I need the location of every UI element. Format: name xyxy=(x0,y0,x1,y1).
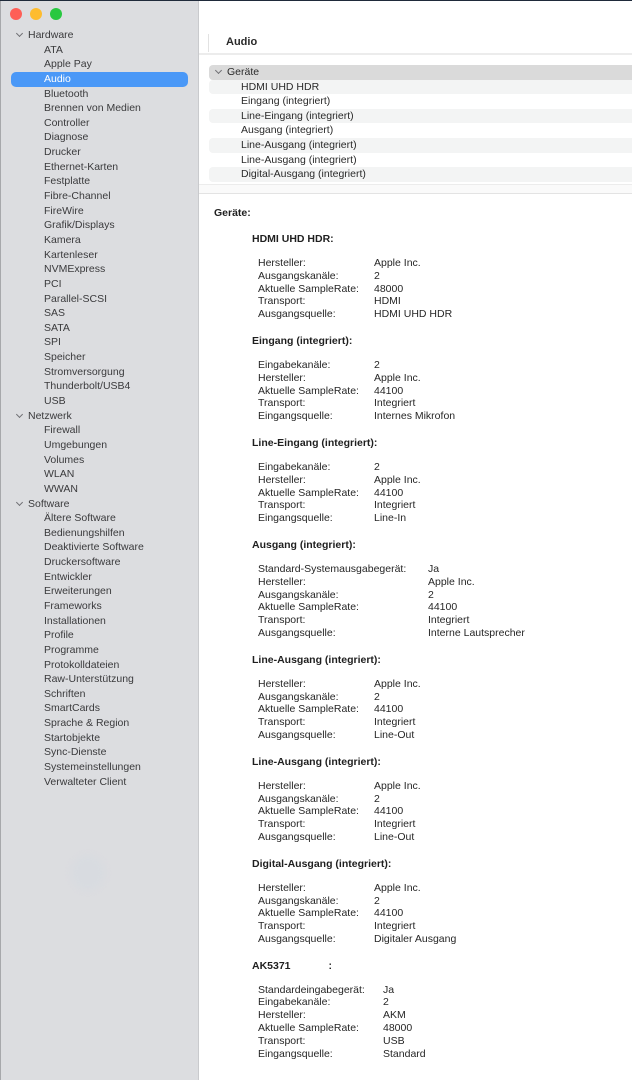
property-key: Ausgangsquelle: xyxy=(258,830,336,843)
device-name-text: Eingang (integriert): xyxy=(252,334,353,347)
device-name xyxy=(252,436,632,450)
device-detail-section xyxy=(252,334,632,423)
property-row xyxy=(258,996,632,1009)
property-value: 2 xyxy=(428,588,434,601)
property-key: Aktuelle SampleRate: xyxy=(258,805,359,818)
sidebar-item[interactable]: Volumes xyxy=(44,453,85,466)
property-key: Transport: xyxy=(258,1034,306,1047)
chevron-down-icon[interactable] xyxy=(214,67,224,77)
device-list-item[interactable]: Ausgang (integriert) xyxy=(241,124,334,137)
sidebar-item[interactable]: Schriften xyxy=(44,687,86,700)
property-row xyxy=(258,295,632,308)
property-row xyxy=(258,397,632,410)
property-key: Transport: xyxy=(258,920,306,933)
property-key: Ausgangsquelle: xyxy=(258,626,336,639)
property-value: USB xyxy=(383,1034,405,1047)
sidebar-item[interactable]: SATA xyxy=(44,321,70,334)
property-value: AKM xyxy=(383,1009,406,1022)
sidebar-item[interactable]: Parallel-SCSI xyxy=(44,292,108,305)
sidebar-tree xyxy=(1,28,199,789)
property-row xyxy=(258,1009,632,1022)
property-value: Integriert xyxy=(374,818,416,831)
device-list-item[interactable]: Line-Ausgang (integriert) xyxy=(241,153,357,166)
sidebar-item[interactable]: Protokolldateien xyxy=(44,658,120,671)
property-value: HDMI UHD HDR xyxy=(374,308,453,321)
device-name-text: Ausgang (integriert): xyxy=(252,538,356,551)
property-key: Aktuelle SampleRate: xyxy=(258,282,359,295)
property-value: Apple Inc. xyxy=(374,473,421,486)
page-title: Audio xyxy=(226,36,258,48)
device-detail-section xyxy=(252,232,632,321)
property-value: 2 xyxy=(374,269,380,282)
property-key: Ausgangsquelle: xyxy=(258,308,336,321)
device-list-item[interactable]: Eingang (integriert) xyxy=(241,95,331,108)
property-key: Eingangsquelle: xyxy=(258,410,333,423)
property-value: 44100 xyxy=(374,486,404,499)
sidebar-item[interactable]: Grafik/Displays xyxy=(44,219,115,232)
sidebar-item[interactable]: Thunderbolt/USB4 xyxy=(44,380,131,393)
property-key: Ausgangsquelle: xyxy=(258,932,336,945)
property-key: Ausgangskanäle: xyxy=(258,792,339,805)
property-row xyxy=(258,895,632,908)
property-row xyxy=(258,678,632,691)
property-value: 44100 xyxy=(374,805,404,818)
property-value: Line-Out xyxy=(374,728,415,741)
sidebar-item[interactable]: Apple Pay xyxy=(44,58,92,71)
sidebar-item[interactable]: ATA xyxy=(44,43,63,56)
device-name-text: Digital-Ausgang (integriert): xyxy=(252,857,392,870)
chevron-down-icon[interactable] xyxy=(15,30,25,40)
property-value: Apple Inc. xyxy=(374,779,421,792)
sidebar-group-netzwerk[interactable] xyxy=(1,409,199,424)
property-key: Ausgangskanäle: xyxy=(258,588,339,601)
sidebar-item[interactable]: Audio xyxy=(11,72,188,87)
property-value: Apple Inc. xyxy=(374,881,421,894)
property-value: Apple Inc. xyxy=(374,677,421,690)
device-group-label: Geräte xyxy=(227,66,260,78)
property-key: Eingangsquelle: xyxy=(258,512,333,525)
property-value: 48000 xyxy=(374,282,404,295)
property-row xyxy=(258,984,632,997)
sidebar-group-label: Netzwerk xyxy=(28,409,72,422)
property-key: Standard-Systemausgabegerät: xyxy=(258,562,407,575)
property-row xyxy=(258,614,632,627)
property-row xyxy=(258,308,632,321)
split-divider[interactable] xyxy=(199,184,632,194)
sidebar-item[interactable]: Firewall xyxy=(44,424,81,437)
device-properties xyxy=(258,461,632,525)
property-value: Apple Inc. xyxy=(374,371,421,384)
property-key: Aktuelle SampleRate: xyxy=(258,486,359,499)
content-header xyxy=(199,0,632,55)
sidebar-item[interactable]: Verwalteter Client xyxy=(44,775,127,788)
sidebar-item[interactable]: Bluetooth xyxy=(44,87,89,100)
property-value: Apple Inc. xyxy=(374,257,421,269)
property-row xyxy=(258,576,632,589)
sidebar-item[interactable]: Drucker xyxy=(44,146,81,159)
sidebar-item[interactable]: Controller xyxy=(44,116,90,129)
sidebar-item[interactable]: Entwickler xyxy=(44,570,92,583)
sidebar-item[interactable]: WWAN xyxy=(44,482,79,495)
property-key: Hersteller: xyxy=(258,1009,306,1022)
sidebar-item[interactable]: Startobjekte xyxy=(44,731,101,744)
sidebar-item[interactable]: Umgebungen xyxy=(44,438,108,451)
property-row xyxy=(258,805,632,818)
property-key: Ausgangskanäle: xyxy=(258,690,339,703)
sidebar-item[interactable]: Sprache & Region xyxy=(44,717,130,730)
device-group-row[interactable] xyxy=(209,65,632,80)
device-properties xyxy=(258,882,632,946)
sidebar-item[interactable]: Raw-Unterstützung xyxy=(44,673,134,686)
device-list xyxy=(209,65,632,182)
property-value: 44100 xyxy=(428,601,458,614)
header-divider xyxy=(208,34,209,52)
property-row xyxy=(258,691,632,704)
sidebar-group-label: Hardware xyxy=(28,29,74,41)
property-row xyxy=(258,474,632,487)
device-detail-section xyxy=(252,755,632,844)
sidebar xyxy=(0,0,199,1080)
sidebar-item[interactable]: Erweiterungen xyxy=(44,585,112,598)
device-name xyxy=(252,959,632,973)
device-detail-section xyxy=(252,653,632,742)
property-value: Ja xyxy=(428,562,440,575)
sidebar-item[interactable]: WLAN xyxy=(44,468,75,481)
property-row xyxy=(258,410,632,423)
device-list-item[interactable]: Line-Eingang (integriert) xyxy=(209,109,632,124)
device-name xyxy=(252,232,632,246)
property-key: Transport: xyxy=(258,614,306,627)
sidebar-item[interactable]: Installationen xyxy=(44,614,106,627)
device-properties xyxy=(258,563,632,640)
device-list-item[interactable]: HDMI UHD HDR xyxy=(209,80,632,95)
sidebar-item[interactable]: Frameworks xyxy=(44,599,102,612)
device-name xyxy=(252,857,632,871)
device-name-text: Line-Ausgang (integriert): xyxy=(252,653,381,666)
device-properties xyxy=(258,780,632,844)
property-row xyxy=(258,563,632,576)
property-value: 44100 xyxy=(374,907,404,920)
property-row xyxy=(258,359,632,372)
device-name-suffix: : xyxy=(328,959,333,972)
window-top-edge xyxy=(0,0,632,1)
property-value: 48000 xyxy=(383,1022,413,1035)
property-key: Transport: xyxy=(258,499,306,512)
sidebar-item[interactable]: Diagnose xyxy=(44,131,89,144)
property-row xyxy=(258,818,632,831)
property-value: 44100 xyxy=(374,384,404,397)
sidebar-item[interactable]: Bedienungshilfen xyxy=(44,526,125,539)
sidebar-item[interactable]: Kartenleser xyxy=(44,248,98,261)
property-key: Eingabekanäle: xyxy=(258,996,331,1009)
property-value: 2 xyxy=(374,894,380,907)
property-key: Eingabekanäle: xyxy=(258,358,331,371)
property-value: Integriert xyxy=(374,716,416,729)
property-key: Aktuelle SampleRate: xyxy=(258,907,359,920)
property-key: Eingangsquelle: xyxy=(258,1047,333,1060)
main-pane xyxy=(199,0,632,1080)
sidebar-item[interactable]: Programme xyxy=(44,643,99,656)
property-key: Aktuelle SampleRate: xyxy=(258,601,359,614)
property-key: Aktuelle SampleRate: xyxy=(258,703,359,716)
property-key: Transport: xyxy=(258,716,306,729)
sidebar-group-hardware[interactable] xyxy=(1,28,199,43)
details-title: Geräte: xyxy=(214,207,251,219)
property-key: Hersteller: xyxy=(258,473,306,486)
device-name xyxy=(252,334,632,348)
property-row xyxy=(258,933,632,946)
property-value: 2 xyxy=(374,792,380,805)
sidebar-group-label: Software xyxy=(28,497,70,510)
device-name-text: Line-Ausgang (integriert): xyxy=(252,755,381,768)
window-controls xyxy=(10,8,62,20)
sidebar-item[interactable]: Sync-Dienste xyxy=(44,746,107,759)
property-row xyxy=(258,907,632,920)
device-name xyxy=(252,653,632,667)
property-row xyxy=(258,882,632,895)
sidebar-item[interactable]: Systemeinstellungen xyxy=(44,761,141,774)
sidebar-item[interactable]: Deaktivierte Software xyxy=(44,541,144,554)
property-row xyxy=(258,831,632,844)
property-row xyxy=(258,1048,632,1061)
property-row xyxy=(258,780,632,793)
property-value: Digitaler Ausgang xyxy=(374,932,457,945)
property-value: Integriert xyxy=(374,397,416,410)
decorative-blur xyxy=(71,855,105,891)
property-row xyxy=(258,487,632,500)
property-key: Transport: xyxy=(258,295,306,308)
property-value: 2 xyxy=(383,996,389,1009)
device-name-text: AK5371 xyxy=(252,959,291,972)
property-key: Eingabekanäle: xyxy=(258,460,331,473)
device-properties xyxy=(258,678,632,742)
device-detail-section xyxy=(252,959,632,1061)
chevron-down-icon[interactable] xyxy=(15,499,25,509)
property-value: 2 xyxy=(374,460,380,473)
device-properties xyxy=(258,257,632,321)
property-key: Hersteller: xyxy=(258,677,306,690)
property-row xyxy=(258,1022,632,1035)
sidebar-item[interactable]: Kamera xyxy=(44,233,81,246)
device-properties xyxy=(258,984,632,1061)
property-value: 2 xyxy=(374,358,380,371)
sidebar-group-software[interactable] xyxy=(1,497,199,512)
property-value: Interne Lautsprecher xyxy=(428,626,525,639)
property-key: Ausgangskanäle: xyxy=(258,269,339,282)
property-value: Line-Out xyxy=(374,830,415,843)
sidebar-item[interactable]: Speicher xyxy=(44,351,86,364)
property-row xyxy=(258,589,632,602)
sidebar-item[interactable]: Brennen von Medien xyxy=(44,102,141,115)
close-window-button[interactable] xyxy=(10,8,22,20)
property-row xyxy=(258,716,632,729)
property-row xyxy=(258,601,632,614)
property-row xyxy=(258,793,632,806)
sidebar-item[interactable]: Ethernet-Karten xyxy=(44,160,119,173)
sidebar-item[interactable]: PCI xyxy=(44,277,62,290)
property-key: Hersteller: xyxy=(258,257,306,269)
property-value: Ja xyxy=(383,983,395,996)
property-key: Ausgangskanäle: xyxy=(258,894,339,907)
property-value: Integriert xyxy=(374,920,416,933)
property-value: HDMI xyxy=(374,295,401,308)
property-row xyxy=(258,729,632,742)
sidebar-item[interactable]: Druckersoftware xyxy=(44,556,121,569)
device-name-text: HDMI UHD HDR: xyxy=(252,233,334,245)
property-row xyxy=(258,270,632,283)
property-key: Aktuelle SampleRate: xyxy=(258,384,359,397)
property-key: Transport: xyxy=(258,397,306,410)
sidebar-item[interactable]: SPI xyxy=(44,336,61,349)
device-list-item[interactable]: Digital-Ausgang (integriert) xyxy=(209,167,632,182)
property-key: Hersteller: xyxy=(258,371,306,384)
device-list-item[interactable]: Line-Ausgang (integriert) xyxy=(209,138,632,153)
sidebar-item[interactable]: SAS xyxy=(44,307,66,320)
property-key: Hersteller: xyxy=(258,779,306,792)
property-value: Line-In xyxy=(374,512,407,525)
sidebar-item[interactable]: USB xyxy=(44,395,66,408)
property-key: Aktuelle SampleRate: xyxy=(258,1022,359,1035)
property-row xyxy=(258,512,632,525)
property-row xyxy=(258,257,632,270)
sidebar-item[interactable]: Profile xyxy=(44,629,74,642)
chevron-down-icon[interactable] xyxy=(15,411,25,421)
device-detail-section xyxy=(252,436,632,525)
property-value: Apple Inc. xyxy=(428,575,475,588)
property-row xyxy=(258,703,632,716)
property-value: Internes Mikrofon xyxy=(374,410,456,423)
sidebar-item[interactable]: NVMExpress xyxy=(44,263,106,276)
minimize-window-button[interactable] xyxy=(30,8,42,20)
property-key: Transport: xyxy=(258,818,306,831)
property-key: Standardeingabegerät: xyxy=(258,983,365,996)
device-detail-section xyxy=(252,538,632,640)
property-row xyxy=(258,372,632,385)
sidebar-item[interactable]: SmartCards xyxy=(44,702,101,715)
property-row xyxy=(258,461,632,474)
property-value: Integriert xyxy=(374,499,416,512)
property-row xyxy=(258,627,632,640)
device-details xyxy=(214,206,632,1073)
maximize-window-button[interactable] xyxy=(50,8,62,20)
property-value: 2 xyxy=(374,690,380,703)
sidebar-item[interactable]: FireWire xyxy=(44,204,84,217)
property-key: Hersteller: xyxy=(258,881,306,894)
device-name-text: Line-Eingang (integriert): xyxy=(252,436,378,449)
property-value: 44100 xyxy=(374,703,404,716)
property-row xyxy=(258,283,632,296)
sidebar-item[interactable]: Fibre-Channel xyxy=(44,190,111,203)
property-row xyxy=(258,1035,632,1048)
property-row xyxy=(258,920,632,933)
property-value: Standard xyxy=(383,1047,426,1060)
sidebar-item[interactable]: Stromversorgung xyxy=(44,365,125,378)
device-detail-section xyxy=(252,857,632,946)
property-key: Ausgangsquelle: xyxy=(258,728,336,741)
property-row xyxy=(258,499,632,512)
property-key: Hersteller: xyxy=(258,575,306,588)
device-properties xyxy=(258,359,632,423)
device-name xyxy=(252,538,632,552)
sidebar-item[interactable]: Ältere Software xyxy=(44,512,116,525)
property-value: Integriert xyxy=(428,614,470,627)
property-row xyxy=(258,385,632,398)
device-name xyxy=(252,755,632,769)
sidebar-item[interactable]: Festplatte xyxy=(44,175,91,188)
